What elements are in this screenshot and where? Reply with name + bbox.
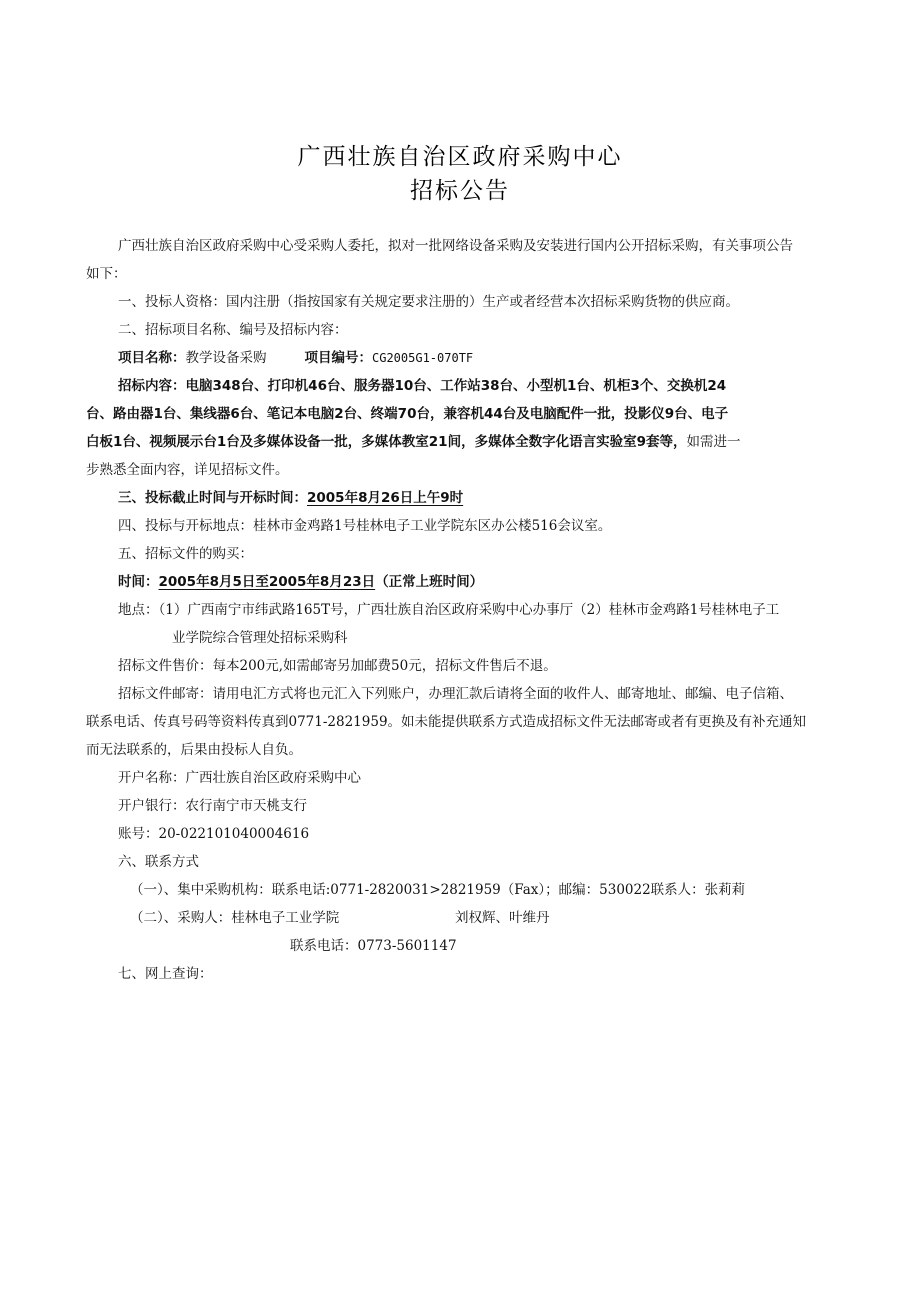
section-5-heading: 五、招标文件的购买： xyxy=(118,546,253,562)
bank-name: 开户银行：农行南宁市天桃支行 xyxy=(118,798,307,814)
purchase-time-value: 2005年8月5日至2005年8月23日 xyxy=(158,574,376,590)
content-line3-bold: 白板1台、视频展示台1台及多媒体设备一批，多媒体教室21间，多媒体全数字化语言实验室9套等， xyxy=(86,434,687,450)
contact-purchaser-phone: 联系电话：0773-5601147 xyxy=(290,938,457,954)
purchase-time-label: 时间： xyxy=(118,574,159,590)
intro-line2: 如下： xyxy=(86,266,127,282)
intro-line1: 广西壮族自治区政府采购中心受采购人委托，拟对一批网络设备采购及安装进行国内公开招标采购，有关事项公告 xyxy=(118,238,793,254)
document-title-line1: 广西壮族自治区政府采购中心 xyxy=(297,144,623,170)
deadline-time: 2005年8月26日上午9时 xyxy=(307,490,464,506)
section-6-heading: 六、联系方式 xyxy=(118,854,199,870)
mail-line3: 而无法联系的，后果由投标人自负。 xyxy=(86,742,302,758)
mail-line2: 联系电话、传真号码等资料传真到0771-2821959。如未能提供联系方式造成招标文件无法邮寄或者有更换及有补充通知 xyxy=(86,714,807,730)
project-no: CG2005G1-070TF xyxy=(372,351,474,365)
content-line2: 台、路由器1台、集线器6台、笔记本电脑2台、终端70台，兼容机44台及电脑配件一批，投影仪9台、电子 xyxy=(86,406,729,422)
contact-central-agency: （一）、集中采购机构：联系电话:0771-2820031>2821959（Fax）；邮编：530022联系人：张莉莉 xyxy=(130,882,746,898)
mail-line1: 招标文件邮寄：请用电汇方式将也元汇入下列账户，办理汇款后请将全面的收件人、邮寄地址、邮编、电子信箱、 xyxy=(118,686,793,702)
section-7-online-query: 七、网上查询： xyxy=(118,966,213,982)
purchase-time-note: （正常上班时间） xyxy=(375,574,484,590)
section-1-qualification: 一、投标人资格：国内注册（指按国家有关规定要求注册的）生产或者经营本次招标采购货物的供应商。 xyxy=(118,294,739,310)
project-no-label: 项目编号： xyxy=(304,350,372,366)
project-name-label: 项目名称： xyxy=(118,350,186,366)
content-line3-tail: 如需进一 xyxy=(686,434,741,450)
purchase-place-line1: 地点：（1）广西南宁市纬武路165T号，广西壮族自治区政府采购中心办事厅（2）桂林市金鸡路1号桂林电子工 xyxy=(118,602,780,618)
section-2-heading: 二、招标项目名称、编号及招标内容： xyxy=(118,322,348,338)
content-line1: 招标内容：电脑348台、打印机46台、服务器10台、工作站38台、小型机1台、机柜3个、交换机24 xyxy=(118,378,727,394)
project-name: 教学设备采购 xyxy=(185,350,267,366)
document-price: 招标文件售价：每本200元,如需邮寄另加邮费50元，招标文件售后不退。 xyxy=(118,658,557,674)
section-4-location: 四、投标与开标地点：桂林市金鸡路1号桂林电子工业学院东区办公楼516会议室。 xyxy=(118,518,612,534)
purchase-place-line2: 业学院综合管理处招标采购科 xyxy=(172,630,348,646)
project-info-row xyxy=(118,348,473,368)
content-line4: 步熟悉全面内容，详见招标文件。 xyxy=(86,462,289,478)
document-title-line2: 招标公告 xyxy=(410,178,510,204)
account-number: 账号：20-022101040004616 xyxy=(118,826,310,842)
section-3-deadline xyxy=(118,488,463,508)
contact-purchaser: （二）、采购人：桂林电子工业学院 xyxy=(130,910,340,926)
contact-purchaser-persons: 刘权辉、叶维丹 xyxy=(455,910,550,926)
purchase-time-row xyxy=(118,572,483,592)
deadline-label: 三、投标截止时间与开标时间： xyxy=(118,490,307,506)
account-name: 开户名称：广西壮族自治区政府采购中心 xyxy=(118,770,361,786)
content-line3 xyxy=(86,432,740,452)
